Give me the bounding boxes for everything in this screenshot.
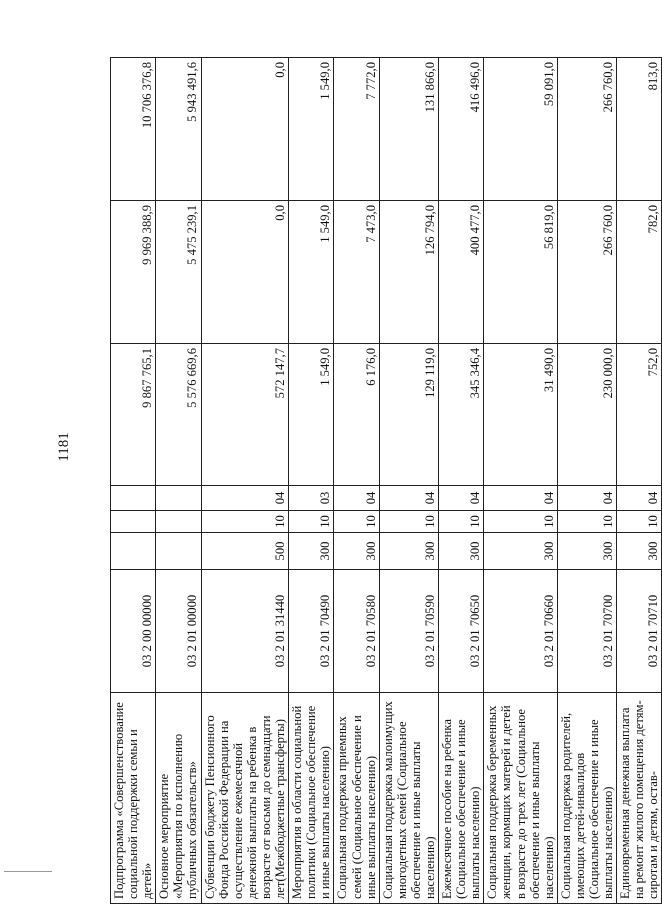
- subsection-cell: 04: [617, 486, 662, 511]
- amount-year-1-cell: 9 867 765,1: [111, 344, 156, 486]
- target-code-cell: 03 2 01 70700: [557, 570, 616, 693]
- section-cell: 10: [617, 511, 662, 533]
- budget-table: [110, 57, 662, 904]
- amount-year-1-cell: 230 000,0: [557, 344, 616, 486]
- table-row: [484, 58, 557, 904]
- target-code-cell: 03 2 01 00000: [156, 570, 201, 693]
- section-cell: [156, 511, 201, 533]
- amount-year-3-cell: 5 943 491,6: [156, 58, 201, 201]
- subsection-cell: [156, 486, 201, 511]
- table-row: [201, 58, 289, 904]
- row-name-cell: Мероприятия в области социальной политики (Социальное обеспечение и иные выплаты населению): [289, 693, 334, 904]
- page-number: 1181: [56, 432, 72, 462]
- amount-year-1-cell: 345 346,4: [439, 344, 484, 486]
- expense-type-cell: 300: [439, 533, 484, 570]
- section-cell: 10: [484, 511, 557, 533]
- section-cell: [111, 511, 156, 533]
- amount-year-3-cell: 266 760,0: [557, 58, 616, 201]
- row-name-cell: Основное мероприятие «Мероприятия по исполнению публичных обязательств»: [156, 693, 201, 904]
- amount-year-1-cell: 572 147,7: [201, 344, 289, 486]
- expense-type-cell: [111, 533, 156, 570]
- target-code-cell: 03 2 00 00000: [111, 570, 156, 693]
- row-name-cell: Ежемесячное пособие на ребенка (Социальное обеспечение и иные выплаты населению): [439, 693, 484, 904]
- amount-year-3-cell: 131 866,0: [379, 58, 438, 201]
- amount-year-2-cell: 266 760,0: [557, 201, 616, 344]
- table-row: [156, 58, 201, 904]
- expense-type-cell: 300: [617, 533, 662, 570]
- table-row: [289, 58, 334, 904]
- row-name-cell: Социальная поддержка родителей, имеющих детей-инвалидов (Социальное обеспечение и иные выплаты населению): [557, 693, 616, 904]
- table-row: [334, 58, 379, 904]
- target-code-cell: 03 2 01 70580: [334, 570, 379, 693]
- target-code-cell: 03 2 01 70490: [289, 570, 334, 693]
- amount-year-3-cell: 10 706 376,8: [111, 58, 156, 201]
- table-row: [617, 58, 662, 904]
- row-name-cell: Субвенции бюджету Пенсионного Фонда Российской Федерации на осуществление ежемесячной денежной выплаты на ребенка в возрасте от восьми до семнадцати лет(Межбюджетные трансферты): [201, 693, 289, 904]
- rotated-content: [110, 58, 661, 904]
- amount-year-2-cell: 126 794,0: [379, 201, 438, 344]
- expense-type-cell: 500: [201, 533, 289, 570]
- expense-type-cell: 300: [484, 533, 557, 570]
- amount-year-1-cell: 752,0: [617, 344, 662, 486]
- amount-year-3-cell: 416 496,0: [439, 58, 484, 201]
- amount-year-3-cell: 1 549,0: [289, 58, 334, 201]
- subsection-cell: [111, 486, 156, 511]
- table-body: [111, 58, 662, 904]
- section-cell: 10: [289, 511, 334, 533]
- amount-year-2-cell: 782,0: [617, 201, 662, 344]
- subsection-cell: 04: [439, 486, 484, 511]
- section-cell: 10: [557, 511, 616, 533]
- row-name-cell: Социальная поддержка приемных семей (Социальное обеспечение и иные выплаты населению): [334, 693, 379, 904]
- target-code-cell: 03 2 01 70660: [484, 570, 557, 693]
- section-cell: 10: [439, 511, 484, 533]
- expense-type-cell: [156, 533, 201, 570]
- subsection-cell: 04: [334, 486, 379, 511]
- section-cell: 10: [379, 511, 438, 533]
- amount-year-1-cell: 129 119,0: [379, 344, 438, 486]
- table-row: [379, 58, 438, 904]
- row-name-cell: Социальная поддержка беременных женщин, кормящих матерей и детей в возрасте до трех лет (Социальное обеспечение и иные выплаты населению): [484, 693, 557, 904]
- subsection-cell: 04: [557, 486, 616, 511]
- amount-year-2-cell: 5 475 239,1: [156, 201, 201, 344]
- target-code-cell: 03 2 01 70590: [379, 570, 438, 693]
- amount-year-1-cell: 1 549,0: [289, 344, 334, 486]
- amount-year-2-cell: 56 819,0: [484, 201, 557, 344]
- amount-year-3-cell: 813,0: [617, 58, 662, 201]
- subsection-cell: 04: [379, 486, 438, 511]
- amount-year-3-cell: 59 091,0: [484, 58, 557, 201]
- subsection-cell: 03: [289, 486, 334, 511]
- amount-year-2-cell: 400 477,0: [439, 201, 484, 344]
- section-cell: 10: [201, 511, 289, 533]
- row-name-cell: Социальная поддержка малоимущих многодетных семей (Социальное обеспечение и иные выплаты населению): [379, 693, 438, 904]
- amount-year-1-cell: 6 176,0: [334, 344, 379, 486]
- scan-artifact-line: [4, 871, 52, 872]
- expense-type-cell: 300: [557, 533, 616, 570]
- expense-type-cell: 300: [379, 533, 438, 570]
- expense-type-cell: 300: [289, 533, 334, 570]
- amount-year-2-cell: 7 473,0: [334, 201, 379, 344]
- target-code-cell: 03 2 01 31440: [201, 570, 289, 693]
- amount-year-1-cell: 5 576 669,6: [156, 344, 201, 486]
- row-name-cell: Единовременная денежная выплата на ремонт жилого помещения детям-сиротам и детям, остав-: [617, 693, 662, 904]
- amount-year-2-cell: 9 969 388,9: [111, 201, 156, 344]
- target-code-cell: 03 2 01 70710: [617, 570, 662, 693]
- target-code-cell: 03 2 01 70650: [439, 570, 484, 693]
- amount-year-3-cell: 0,0: [201, 58, 289, 201]
- subsection-cell: 04: [484, 486, 557, 511]
- row-name-cell: Подпрограмма «Совершенствование социальной поддержки семьи и детей»: [111, 693, 156, 904]
- document-page: [110, 58, 661, 904]
- amount-year-2-cell: 1 549,0: [289, 201, 334, 344]
- table-row: [111, 58, 156, 904]
- expense-type-cell: 300: [334, 533, 379, 570]
- table-row: [557, 58, 616, 904]
- amount-year-3-cell: 7 772,0: [334, 58, 379, 201]
- section-cell: 10: [334, 511, 379, 533]
- amount-year-2-cell: 0,0: [201, 201, 289, 344]
- amount-year-1-cell: 31 490,0: [484, 344, 557, 486]
- subsection-cell: 04: [201, 486, 289, 511]
- table-row: [439, 58, 484, 904]
